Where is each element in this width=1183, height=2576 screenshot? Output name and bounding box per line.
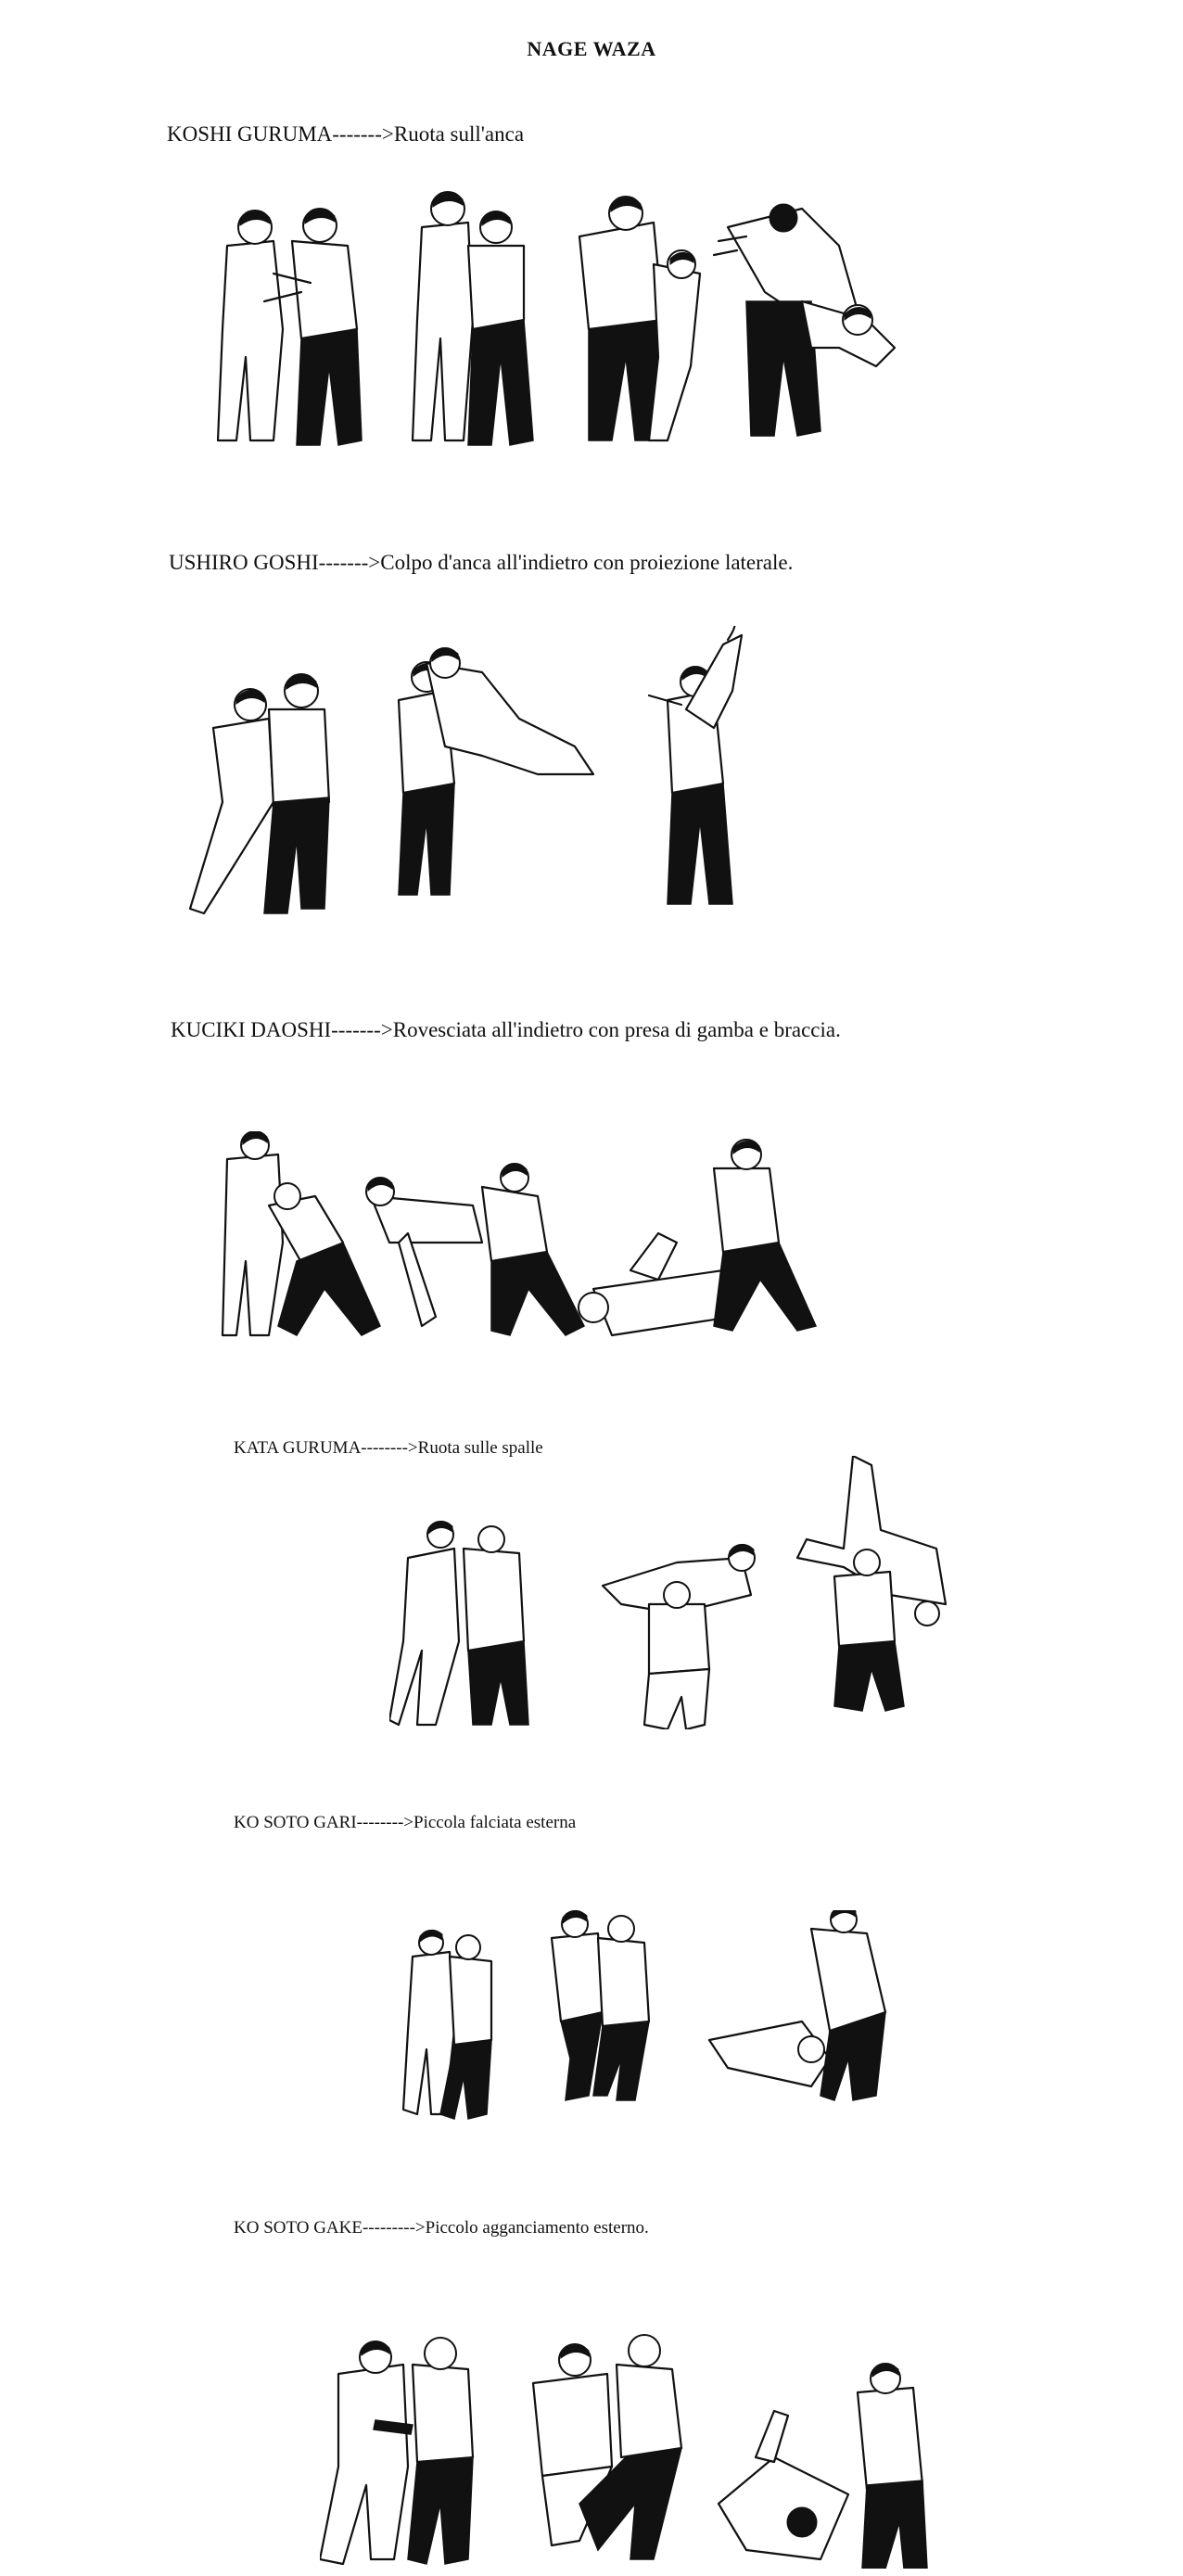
judoka-pair-step-3: [579, 197, 700, 440]
technique-arrow: ------->: [332, 122, 394, 146]
technique-name: KUCIKI DAOSHI: [171, 1018, 332, 1041]
technique-description: Ruota sull'anca: [393, 122, 525, 146]
judoka-pair-step-3: [649, 626, 742, 904]
illustration-ushiro-goshi: [185, 626, 816, 923]
technique-arrow: ------->: [318, 551, 381, 574]
judoka-pair-step-1: [218, 209, 362, 445]
judoka-pair-step-2: [533, 2335, 681, 2559]
technique-name: KO SOTO GARI: [234, 1813, 357, 1832]
page-title: NAGE WAZA: [527, 37, 656, 60]
technique-arrow: -------->: [361, 1438, 418, 1458]
technique-heading-ko-soto-gake: [234, 2218, 649, 2238]
technique-heading-ushiro-goshi: [169, 551, 793, 575]
illustration-kuciki-daoshi: [213, 1131, 862, 1354]
judoka-pair-step-1: [403, 1930, 491, 2119]
illustration-ko-soto-gari: [394, 1910, 932, 2123]
technique-arrow: ------->: [331, 1018, 393, 1041]
illustration-kata-guruma: [389, 1456, 973, 1729]
illustration-ko-soto-gake: [320, 2318, 987, 2569]
technique-heading-kuciki-daoshi: [171, 1018, 841, 1042]
technique-heading-ko-soto-gari: [234, 1813, 576, 1833]
technique-description: Ruota sulle spalle: [417, 1438, 543, 1458]
technique-name: USHIRO GOSHI: [169, 551, 319, 574]
judoka-pair-step-1: [320, 2338, 473, 2564]
technique-heading-koshi-guruma: [167, 122, 524, 147]
technique-name: KOSHI GURUMA: [167, 122, 333, 146]
judoka-pair-step-3: [797, 1456, 946, 1711]
judoka-pair-step-1: [190, 674, 329, 913]
judoka-pair-step-2: [552, 1910, 649, 2100]
technique-description: Rovesciata all'indietro con presa di gamba e braccia.: [392, 1018, 841, 1041]
technique-name: KO SOTO GAKE: [234, 2218, 363, 2238]
technique-description: Colpo d'anca all'indietro con proiezione laterale.: [380, 551, 794, 574]
technique-arrow: -------->: [356, 1813, 414, 1832]
judoka-pair-step-1: [389, 1521, 528, 1725]
judoka-pair-step-1: [223, 1131, 380, 1335]
technique-description: Piccola falciata esterna: [413, 1813, 577, 1832]
technique-name: KATA GURUMA: [234, 1438, 362, 1458]
technique-description: Piccolo agganciamento esterno.: [425, 2218, 649, 2238]
judoka-pair-step-2: [413, 192, 533, 445]
judoka-pair-step-2: [366, 1164, 584, 1335]
judoka-pair-step-2: [399, 648, 593, 895]
judoka-pair-step-4: [714, 204, 895, 436]
judoka-pair-step-2: [603, 1544, 755, 1729]
illustration-koshi-guruma: [209, 181, 913, 487]
technique-arrow: --------->: [362, 2218, 426, 2238]
judoka-pair-step-3: [579, 1140, 816, 1335]
judoka-pair-step-3: [719, 2364, 927, 2569]
judoka-pair-step-3: [709, 1910, 885, 2100]
